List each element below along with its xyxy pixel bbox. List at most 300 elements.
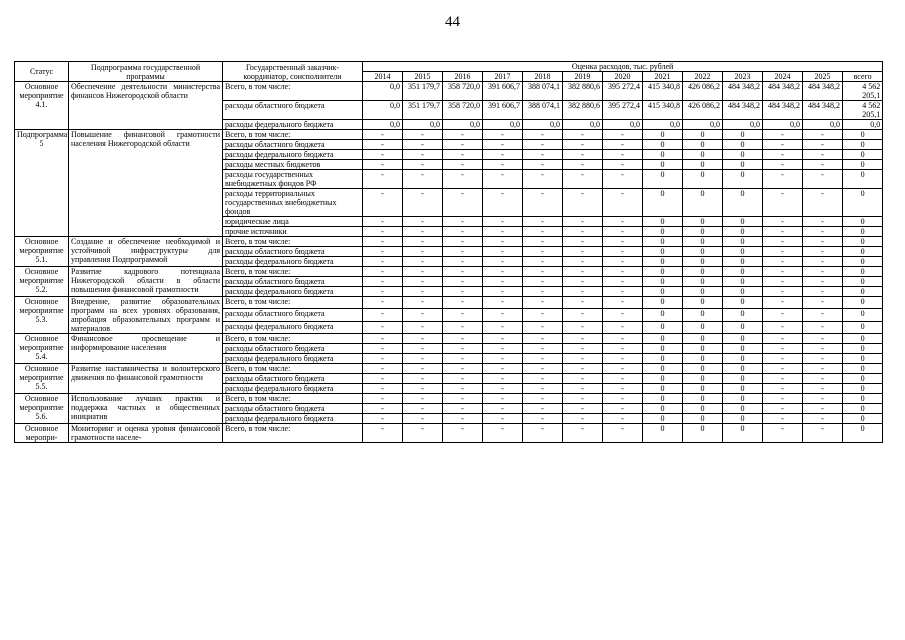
value-cell: 0	[723, 217, 763, 227]
value-cell: -	[803, 394, 843, 404]
value-cell: -	[443, 321, 483, 333]
header-year: 2021	[643, 72, 683, 82]
funding-source-cell: расходы федерального бюджета	[223, 150, 363, 160]
value-cell: -	[603, 130, 643, 140]
value-cell: -	[363, 227, 403, 237]
value-cell: -	[763, 217, 803, 227]
value-cell: 426 086,2	[683, 82, 723, 101]
value-cell: 484 348,2	[803, 101, 843, 120]
value-cell: -	[443, 189, 483, 217]
value-cell: 0	[683, 140, 723, 150]
funding-source-cell: расходы федерального бюджета	[223, 257, 363, 267]
value-cell: -	[603, 287, 643, 297]
value-cell: -	[763, 247, 803, 257]
value-cell: -	[603, 227, 643, 237]
value-cell: -	[363, 257, 403, 267]
value-cell: -	[363, 309, 403, 321]
value-cell: -	[443, 217, 483, 227]
value-cell: -	[523, 170, 563, 189]
value-cell: -	[363, 344, 403, 354]
value-cell: 0	[643, 277, 683, 287]
value-cell: 0,0	[483, 120, 523, 130]
value-cell: 484 348,2	[723, 101, 763, 120]
value-cell: -	[803, 321, 843, 333]
table-row	[15, 297, 883, 309]
value-cell: -	[603, 247, 643, 257]
value-cell: 0	[843, 130, 883, 140]
value-cell: -	[603, 309, 643, 321]
value-cell: -	[363, 267, 403, 277]
value-cell: -	[563, 334, 603, 344]
value-cell: -	[443, 384, 483, 394]
value-cell: -	[403, 160, 443, 170]
value-cell: 0	[843, 267, 883, 277]
value-cell: 0	[843, 384, 883, 394]
value-cell: -	[603, 384, 643, 394]
program-cell: Развитие кадрового потенциала Нижегородской области в области повышения финансовой грамотности	[69, 267, 223, 297]
value-cell: 0	[643, 309, 683, 321]
value-cell: -	[803, 374, 843, 384]
value-cell: -	[403, 309, 443, 321]
value-cell: -	[603, 344, 643, 354]
value-cell: -	[803, 297, 843, 309]
value-cell: -	[523, 414, 563, 424]
value-cell: 0	[723, 287, 763, 297]
value-cell: -	[443, 297, 483, 309]
value-cell: -	[403, 257, 443, 267]
value-cell: 0	[683, 217, 723, 227]
value-cell: 0	[643, 374, 683, 384]
value-cell: -	[523, 354, 563, 364]
value-cell: 0	[843, 170, 883, 189]
value-cell: -	[763, 257, 803, 267]
value-cell: -	[763, 334, 803, 344]
value-cell: -	[603, 374, 643, 384]
page-number: 44	[445, 14, 460, 30]
value-cell: 415 340,8	[643, 82, 683, 101]
value-cell: -	[563, 277, 603, 287]
value-cell: -	[563, 237, 603, 247]
value-cell: -	[483, 321, 523, 333]
value-cell: -	[403, 247, 443, 257]
value-cell: -	[563, 297, 603, 309]
value-cell: 0	[843, 404, 883, 414]
value-cell: -	[363, 150, 403, 160]
value-cell: -	[443, 130, 483, 140]
header-year: 2024	[763, 72, 803, 82]
value-cell: 0	[723, 354, 763, 364]
value-cell: -	[563, 309, 603, 321]
funding-source-cell: расходы областного бюджета	[223, 374, 363, 384]
value-cell: -	[403, 354, 443, 364]
value-cell: -	[363, 277, 403, 287]
value-cell: -	[803, 247, 843, 257]
value-cell: 0	[643, 394, 683, 404]
value-cell: -	[443, 334, 483, 344]
value-cell: -	[403, 170, 443, 189]
value-cell: 0	[683, 374, 723, 384]
value-cell: -	[363, 374, 403, 384]
value-cell: 484 348,2	[763, 82, 803, 101]
funding-source-cell: Всего, в том числе:	[223, 237, 363, 247]
value-cell: 0	[683, 309, 723, 321]
value-cell: 0	[843, 297, 883, 309]
value-cell: -	[523, 287, 563, 297]
value-cell: 0	[683, 277, 723, 287]
value-cell: -	[523, 344, 563, 354]
value-cell: 0	[683, 170, 723, 189]
value-cell: 4 562 205,1	[843, 82, 883, 101]
value-cell: 0	[643, 170, 683, 189]
value-cell: 0	[643, 140, 683, 150]
value-cell: -	[603, 297, 643, 309]
value-cell: -	[563, 140, 603, 150]
value-cell: 0,0	[683, 120, 723, 130]
value-cell: -	[443, 287, 483, 297]
program-cell: Обеспечение деятельности министерства финансов Нижегородской области	[69, 82, 223, 130]
value-cell: 382 880,6	[563, 101, 603, 120]
value-cell: 0	[843, 257, 883, 267]
funding-source-cell: расходы федерального бюджета	[223, 354, 363, 364]
value-cell: -	[603, 364, 643, 374]
value-cell: 0	[723, 309, 763, 321]
value-cell: -	[563, 130, 603, 140]
value-cell: 0	[643, 404, 683, 414]
value-cell: 0	[683, 364, 723, 374]
value-cell: 0	[723, 160, 763, 170]
value-cell: 0	[723, 394, 763, 404]
value-cell: -	[443, 247, 483, 257]
value-cell: 0	[683, 414, 723, 424]
value-cell: 0	[683, 297, 723, 309]
value-cell: 0	[643, 217, 683, 227]
value-cell: 0	[643, 364, 683, 374]
value-cell: 382 880,6	[563, 82, 603, 101]
value-cell: 0	[683, 334, 723, 344]
value-cell: 0,0	[363, 120, 403, 130]
value-cell: -	[763, 267, 803, 277]
value-cell: 0	[683, 424, 723, 443]
value-cell: -	[483, 384, 523, 394]
header-year: 2022	[683, 72, 723, 82]
value-cell: -	[603, 160, 643, 170]
value-cell: 0,0	[443, 120, 483, 130]
value-cell: -	[523, 217, 563, 227]
status-cell: Подпрограмма 5	[15, 130, 69, 237]
value-cell: -	[603, 424, 643, 443]
value-cell: 0,0	[563, 120, 603, 130]
value-cell: 0	[843, 309, 883, 321]
value-cell: 0	[683, 247, 723, 257]
header-year: 2014	[363, 72, 403, 82]
value-cell: -	[763, 354, 803, 364]
funding-source-cell: Всего, в том числе:	[223, 267, 363, 277]
value-cell: -	[763, 321, 803, 333]
value-cell: -	[803, 277, 843, 287]
value-cell: 0	[723, 297, 763, 309]
funding-source-cell: расходы федерального бюджета	[223, 120, 363, 130]
value-cell: -	[603, 321, 643, 333]
value-cell: -	[563, 374, 603, 384]
value-cell: 0	[723, 424, 763, 443]
value-cell: -	[563, 344, 603, 354]
value-cell: -	[483, 424, 523, 443]
value-cell: 0	[643, 287, 683, 297]
value-cell: -	[483, 170, 523, 189]
value-cell: 0,0	[363, 82, 403, 101]
value-cell: 0	[843, 344, 883, 354]
header-estimate: Оценка расходов, тыс. рублей	[363, 62, 883, 72]
value-cell: 0	[843, 160, 883, 170]
program-cell: Внедрение, развитие образовательных программ на всех уровнях образования, апробация образовательных программ и материалов	[69, 297, 223, 334]
status-cell: Основное меропри-	[15, 424, 69, 443]
value-cell: -	[563, 170, 603, 189]
funding-source-cell: Всего, в том числе:	[223, 82, 363, 101]
value-cell: -	[523, 277, 563, 287]
value-cell: -	[803, 414, 843, 424]
value-cell: 358 720,0	[443, 101, 483, 120]
value-cell: 388 074,1	[523, 82, 563, 101]
funding-source-cell: расходы местных бюджетов	[223, 160, 363, 170]
value-cell: 0	[643, 344, 683, 354]
value-cell: 0	[723, 414, 763, 424]
value-cell: -	[363, 354, 403, 364]
value-cell: -	[523, 150, 563, 160]
value-cell: 0	[683, 404, 723, 414]
value-cell: 0	[843, 140, 883, 150]
value-cell: 0	[643, 257, 683, 267]
funding-source-cell: Всего, в том числе:	[223, 297, 363, 309]
value-cell: 0	[843, 227, 883, 237]
value-cell: -	[803, 227, 843, 237]
value-cell: 0	[643, 160, 683, 170]
value-cell: -	[563, 364, 603, 374]
value-cell: 0	[723, 150, 763, 160]
table-row	[15, 130, 883, 140]
value-cell: 0	[723, 321, 763, 333]
value-cell: -	[523, 227, 563, 237]
value-cell: 0	[643, 227, 683, 237]
value-cell: -	[603, 277, 643, 287]
value-cell: -	[483, 150, 523, 160]
value-cell: -	[803, 334, 843, 344]
value-cell: -	[363, 364, 403, 374]
status-cell: Основное мероприятие 5.6.	[15, 394, 69, 424]
value-cell: -	[483, 237, 523, 247]
table-row	[15, 424, 883, 443]
value-cell: -	[563, 217, 603, 227]
funding-source-cell: Всего, в том числе:	[223, 424, 363, 443]
header-customer: Государственный заказчик-координатор, соисполнители	[223, 62, 363, 82]
value-cell: 484 348,2	[803, 82, 843, 101]
value-cell: 0	[723, 247, 763, 257]
funding-source-cell: расходы областного бюджета	[223, 140, 363, 150]
value-cell: 0	[643, 334, 683, 344]
table-row	[15, 394, 883, 404]
value-cell: 0	[843, 247, 883, 257]
value-cell: -	[363, 189, 403, 217]
value-cell: -	[763, 189, 803, 217]
value-cell: -	[403, 364, 443, 374]
header-year: 2020	[603, 72, 643, 82]
value-cell: -	[443, 374, 483, 384]
value-cell: -	[603, 150, 643, 160]
value-cell: -	[403, 344, 443, 354]
value-cell: -	[803, 344, 843, 354]
value-cell: 0	[683, 160, 723, 170]
value-cell: -	[443, 424, 483, 443]
value-cell: -	[403, 237, 443, 247]
value-cell: 4 562 205,1	[843, 101, 883, 120]
value-cell: -	[483, 140, 523, 150]
value-cell: 0	[723, 364, 763, 374]
value-cell: 351 179,7	[403, 82, 443, 101]
value-cell: -	[603, 189, 643, 217]
value-cell: 0	[683, 344, 723, 354]
status-cell: Основное мероприятие 5.2.	[15, 267, 69, 297]
header-year: 2023	[723, 72, 763, 82]
value-cell: -	[603, 354, 643, 364]
value-cell: -	[763, 160, 803, 170]
value-cell: -	[803, 140, 843, 150]
value-cell: 0,0	[363, 101, 403, 120]
value-cell: 0	[723, 140, 763, 150]
value-cell: 0	[683, 267, 723, 277]
value-cell: -	[483, 247, 523, 257]
value-cell: 395 272,4	[603, 82, 643, 101]
value-cell: 0	[643, 130, 683, 140]
value-cell: -	[483, 334, 523, 344]
value-cell: -	[403, 384, 443, 394]
value-cell: 0	[683, 394, 723, 404]
value-cell: 0	[723, 384, 763, 394]
value-cell: 0	[643, 321, 683, 333]
value-cell: -	[603, 140, 643, 150]
funding-source-cell: юридические лица	[223, 217, 363, 227]
status-cell: Основное мероприятие 5.3.	[15, 297, 69, 334]
value-cell: -	[763, 344, 803, 354]
value-cell: 0	[843, 217, 883, 227]
value-cell: 0	[723, 277, 763, 287]
value-cell: -	[803, 170, 843, 189]
value-cell: 0	[643, 424, 683, 443]
value-cell: -	[483, 227, 523, 237]
value-cell: -	[523, 394, 563, 404]
value-cell: 0	[843, 237, 883, 247]
value-cell: 0	[683, 130, 723, 140]
value-cell: -	[563, 189, 603, 217]
value-cell: -	[563, 321, 603, 333]
value-cell: -	[803, 217, 843, 227]
funding-source-cell: расходы областного бюджета	[223, 404, 363, 414]
value-cell: 358 720,0	[443, 82, 483, 101]
value-cell: 0	[843, 354, 883, 364]
table-row	[15, 364, 883, 374]
value-cell: -	[363, 160, 403, 170]
value-cell: -	[523, 424, 563, 443]
value-cell: -	[443, 309, 483, 321]
value-cell: -	[803, 257, 843, 267]
value-cell: -	[523, 404, 563, 414]
value-cell: -	[363, 297, 403, 309]
value-cell: 0,0	[763, 120, 803, 130]
header-year: 2018	[523, 72, 563, 82]
value-cell: -	[483, 344, 523, 354]
value-cell: -	[523, 237, 563, 247]
value-cell: 0,0	[723, 120, 763, 130]
value-cell: 0	[683, 287, 723, 297]
value-cell: -	[363, 414, 403, 424]
value-cell: -	[803, 267, 843, 277]
value-cell: -	[483, 394, 523, 404]
value-cell: -	[803, 424, 843, 443]
value-cell: -	[403, 424, 443, 443]
value-cell: -	[483, 257, 523, 267]
table-row	[15, 267, 883, 277]
value-cell: -	[483, 414, 523, 424]
value-cell: -	[763, 374, 803, 384]
value-cell: -	[763, 364, 803, 374]
funding-source-cell: прочие источники	[223, 227, 363, 237]
value-cell: -	[803, 309, 843, 321]
value-cell: 0	[683, 237, 723, 247]
value-cell: -	[403, 277, 443, 287]
value-cell: -	[363, 237, 403, 247]
value-cell: -	[603, 237, 643, 247]
value-cell: -	[563, 394, 603, 404]
value-cell: -	[363, 404, 403, 414]
table-row	[15, 237, 883, 247]
value-cell: -	[483, 354, 523, 364]
table-row	[15, 82, 883, 101]
value-cell: 0,0	[603, 120, 643, 130]
value-cell: -	[563, 287, 603, 297]
value-cell: -	[563, 257, 603, 267]
header-year: 2019	[563, 72, 603, 82]
value-cell: -	[363, 140, 403, 150]
value-cell: 0	[843, 277, 883, 287]
value-cell: 0	[643, 414, 683, 424]
value-cell: -	[763, 414, 803, 424]
value-cell: -	[403, 217, 443, 227]
funding-source-cell: расходы федерального бюджета	[223, 287, 363, 297]
program-cell: Мониторинг и оценка уровня финансовой грамотности населе-	[69, 424, 223, 443]
value-cell: -	[363, 247, 403, 257]
value-cell: -	[523, 384, 563, 394]
value-cell: 0	[643, 297, 683, 309]
funding-source-cell: расходы федерального бюджета	[223, 384, 363, 394]
value-cell: -	[443, 414, 483, 424]
table-row	[15, 334, 883, 344]
value-cell: -	[443, 344, 483, 354]
value-cell: 0	[843, 189, 883, 217]
value-cell: 0	[683, 384, 723, 394]
value-cell: -	[523, 297, 563, 309]
value-cell: 0	[683, 321, 723, 333]
value-cell: -	[763, 150, 803, 160]
value-cell: 0,0	[523, 120, 563, 130]
value-cell: 0	[683, 354, 723, 364]
header-status: Статус	[15, 62, 69, 82]
value-cell: -	[443, 140, 483, 150]
value-cell: -	[523, 247, 563, 257]
value-cell: -	[763, 394, 803, 404]
value-cell: 415 340,8	[643, 101, 683, 120]
value-cell: -	[763, 384, 803, 394]
value-cell: -	[443, 364, 483, 374]
value-cell: -	[523, 374, 563, 384]
value-cell: 0,0	[643, 120, 683, 130]
